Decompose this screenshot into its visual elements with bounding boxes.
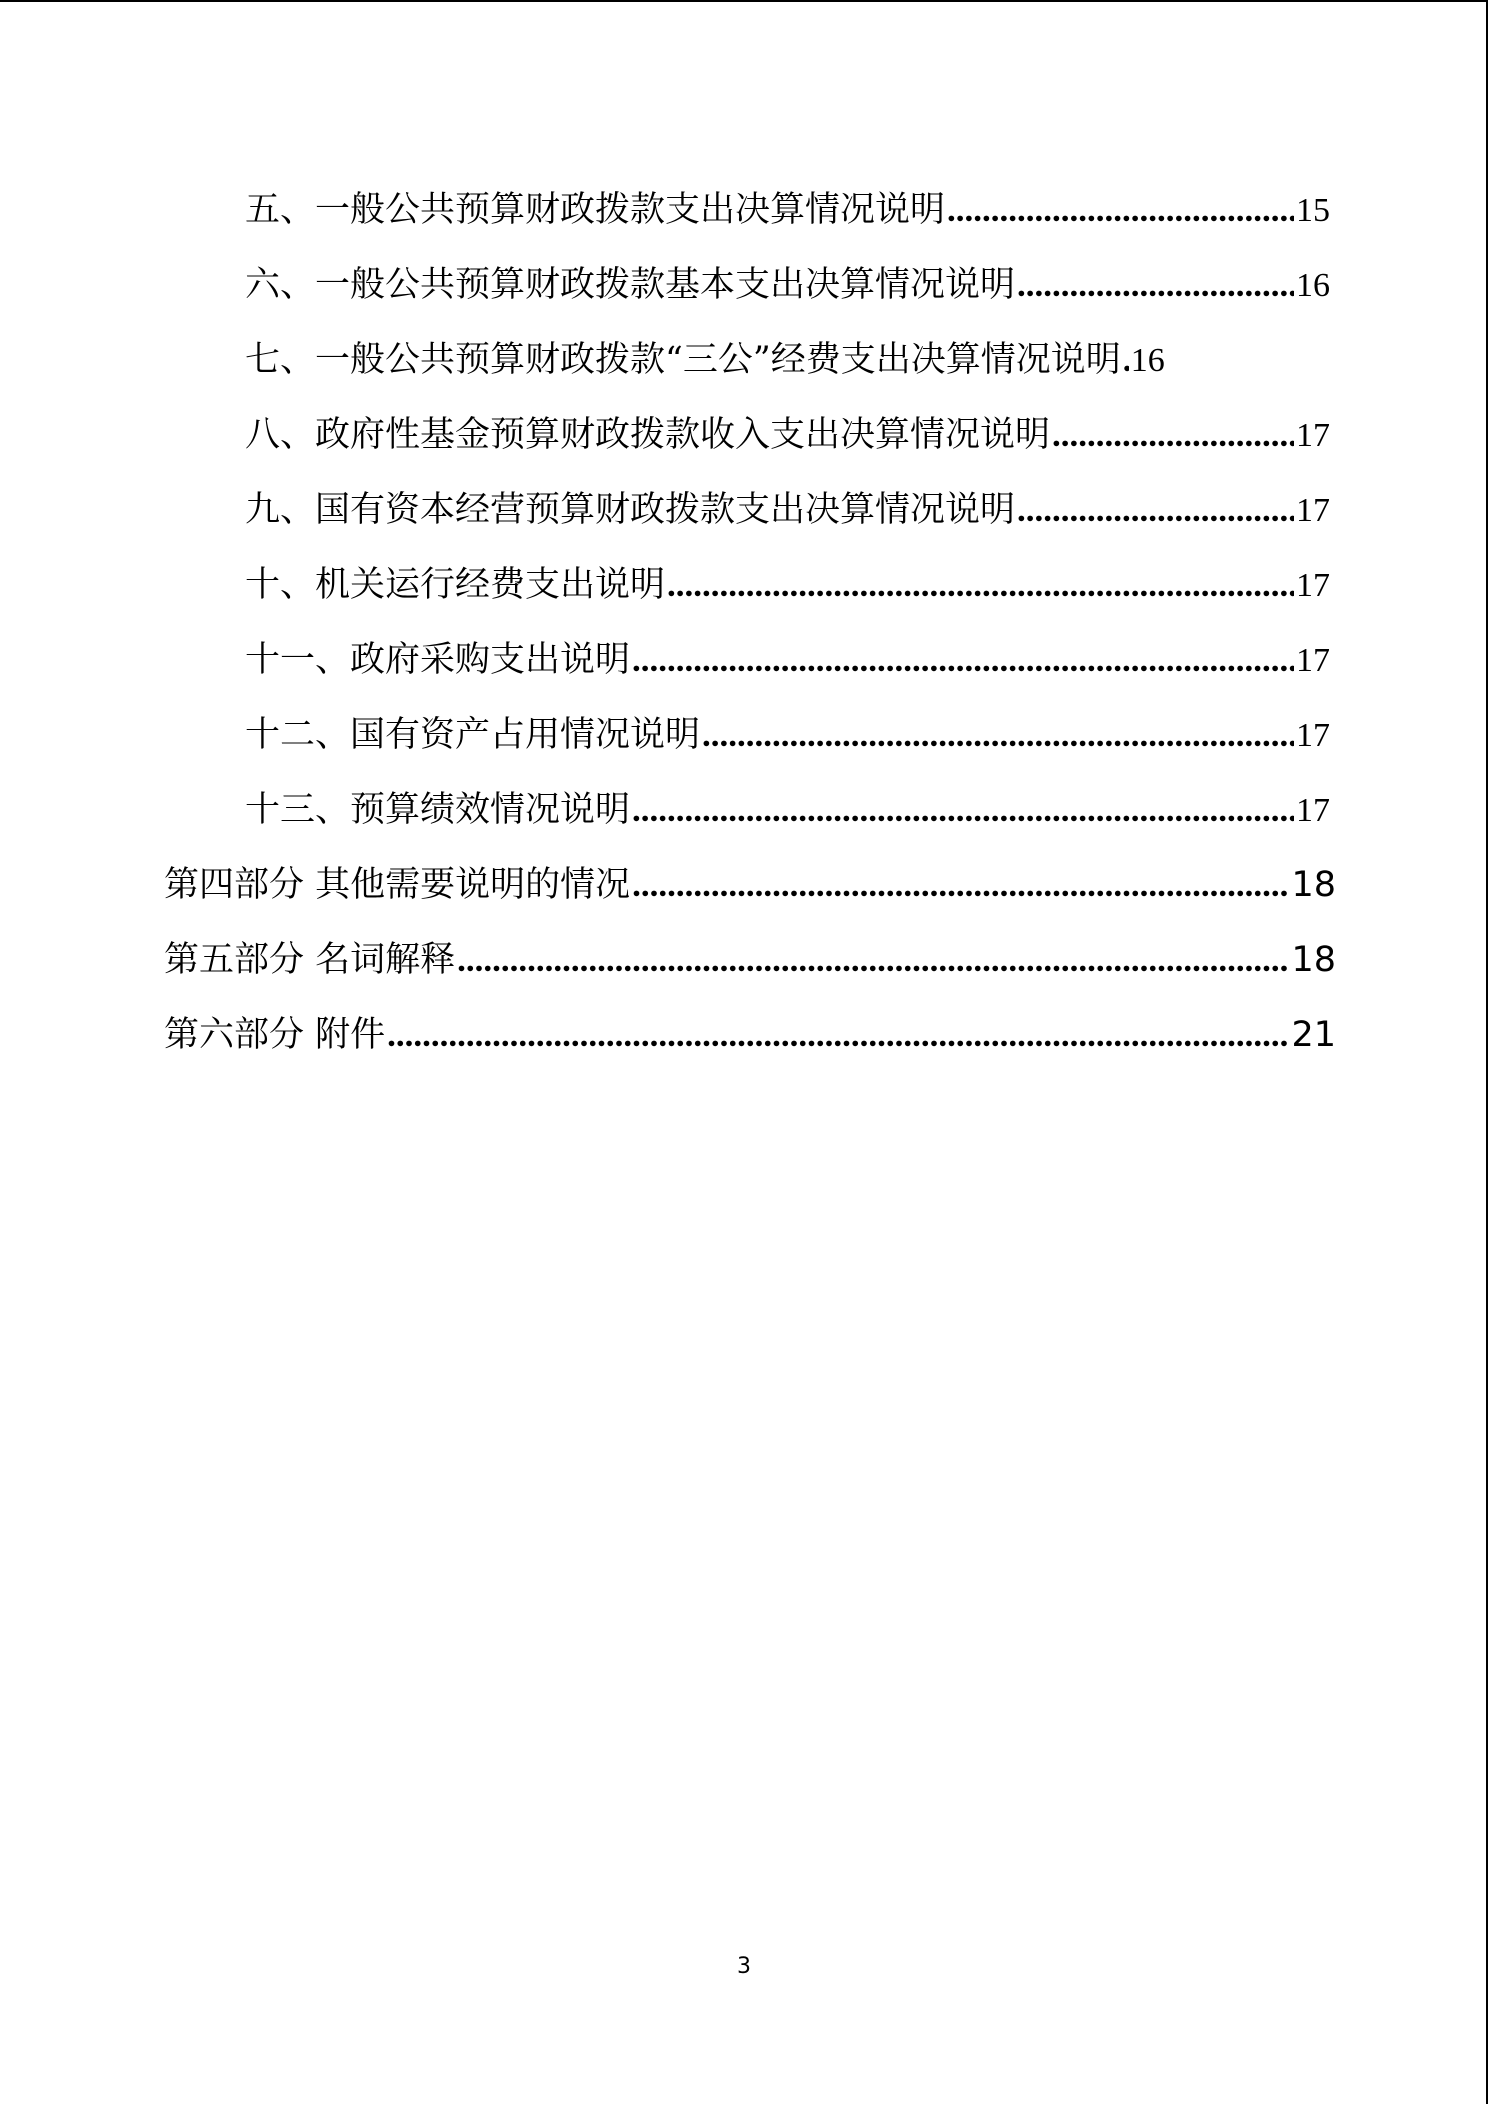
toc-entry[interactable]	[245, 405, 1330, 480]
toc-entry-title: 八、政府性基金预算财政拨款收入支出决算情况说明	[245, 415, 1051, 455]
toc-dot-leader	[632, 780, 1294, 840]
toc-entry-page: 16	[1296, 267, 1330, 304]
toc-entry-page: 17	[1296, 792, 1330, 829]
toc-dot-leader	[387, 1005, 1289, 1065]
toc-entry-title: 五、一般公共预算财政拨款支出决算情况说明	[245, 190, 946, 230]
toc-entry-title: 第六部分 附件	[164, 1015, 386, 1055]
toc-entry[interactable]	[245, 630, 1330, 705]
toc-entry-page: 17	[1296, 642, 1330, 679]
toc-entry-title: 第五部分 名词解释	[164, 940, 456, 980]
toc-dot-leader	[1017, 255, 1294, 315]
toc-entry[interactable]	[245, 180, 1330, 255]
toc-entry-page: 21	[1291, 1015, 1336, 1055]
toc-dot-leader	[1123, 330, 1129, 390]
toc-entry[interactable]	[164, 1005, 1336, 1080]
toc-dot-leader	[632, 855, 1289, 915]
toc-entry-page: 15	[1296, 192, 1330, 229]
toc-entry-page: 18	[1291, 940, 1336, 980]
toc-entry[interactable]	[164, 855, 1336, 930]
toc-dot-leader	[1017, 480, 1294, 540]
toc-dot-leader	[632, 630, 1294, 690]
toc-entry[interactable]	[245, 780, 1330, 855]
toc-entry-title: 六、一般公共预算财政拨款基本支出决算情况说明	[245, 265, 1016, 305]
toc-entry-title: 十、机关运行经费支出说明	[245, 565, 666, 605]
toc-entry-page: 17	[1296, 417, 1330, 454]
toc-entry[interactable]	[245, 330, 1330, 405]
toc-dot-leader	[457, 930, 1289, 990]
toc-entry-title: 十一、政府采购支出说明	[245, 640, 631, 680]
toc-dot-leader	[702, 705, 1294, 765]
page-number: 3	[737, 1954, 751, 1979]
toc-entry-page: 18	[1291, 865, 1336, 905]
toc-entry-page: 17	[1296, 492, 1330, 529]
toc-dot-leader	[1052, 405, 1294, 465]
toc-entry-title: 十二、国有资产占用情况说明	[245, 715, 701, 755]
toc-entry[interactable]	[164, 930, 1336, 1005]
toc-entry-title: 九、国有资本经营预算财政拨款支出决算情况说明	[245, 490, 1016, 530]
toc-entry-title: 七、一般公共预算财政拨款“三公”经费支出决算情况说明	[245, 340, 1121, 380]
toc-entry-page: 17	[1296, 717, 1330, 754]
toc-entry-title: 第四部分 其他需要说明的情况	[164, 865, 631, 905]
toc-entry[interactable]	[245, 480, 1330, 555]
toc-entry[interactable]	[245, 555, 1330, 630]
toc-entry-title: 十三、预算绩效情况说明	[245, 790, 631, 830]
toc-dot-leader	[947, 180, 1294, 240]
toc-entry-page: 17	[1296, 567, 1330, 604]
toc-entry[interactable]	[245, 255, 1330, 330]
toc-dot-leader	[667, 555, 1294, 615]
toc-entry-page: 16	[1130, 342, 1165, 379]
toc-entry[interactable]	[245, 705, 1330, 780]
